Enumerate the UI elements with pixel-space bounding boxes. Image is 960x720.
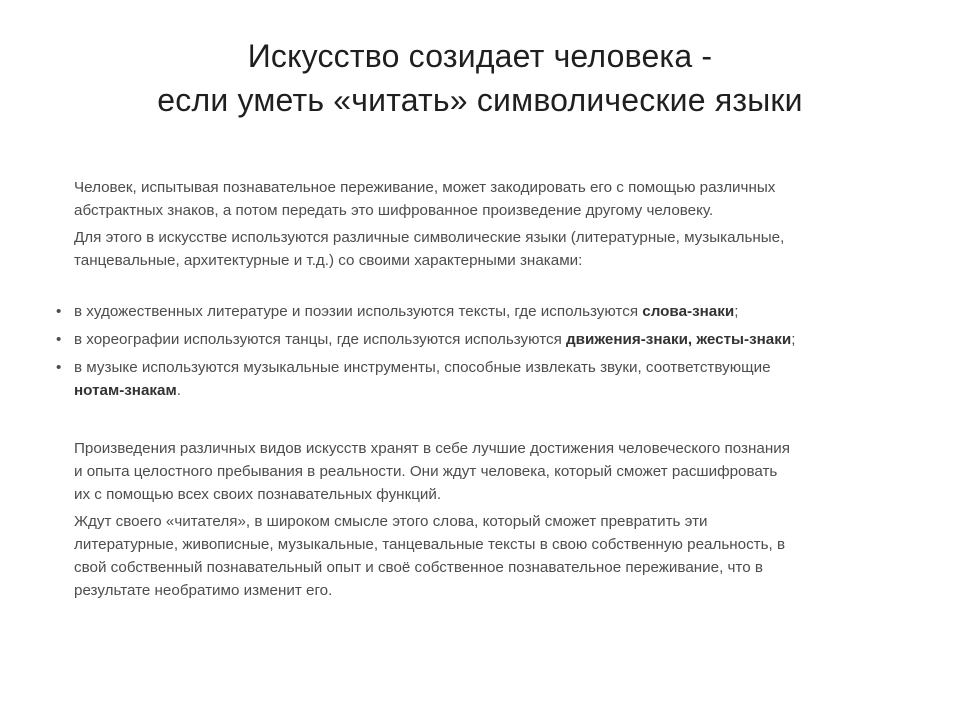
bullet-text: в хореографии используются танцы, где используются используются <box>74 331 567 348</box>
bullet-dot-icon: • <box>56 359 62 376</box>
text-line: их с помощью всех своих познавательных функций. <box>74 486 442 503</box>
bullet-list <box>56 300 906 402</box>
text-line: абстрактных знаков, а потом передать это шифрованное произведение другому человеку. <box>74 202 714 219</box>
text-line: литературные, живописные, музыкальные, танцевальные тексты в свою собственную реальность, в <box>74 536 786 553</box>
text-line: Ждут своего «читателя», в широком смысле этого слова, который сможет превратить эти <box>74 513 708 530</box>
bullet-bold-term: нотам-знакам <box>74 382 177 399</box>
text-line: результате необратимо изменит его. <box>74 582 333 599</box>
slide-body <box>56 176 906 606</box>
text-line: Для этого в искусстве используются различные символические языки (литературные, музыкальные, <box>74 229 785 246</box>
bullet-item-music <box>56 356 906 402</box>
outro-paragraph-1 <box>56 437 906 506</box>
bullet-dot-icon: • <box>56 331 62 348</box>
bullet-tail: ; <box>734 303 739 320</box>
bullet-tail: . <box>176 382 181 399</box>
slide-title <box>60 34 900 122</box>
bullet-bold-term: движения-знаки, жесты-знаки <box>566 331 792 348</box>
title-line-2: если уметь «читать» символические языки <box>157 82 803 118</box>
text-line: танцевальные, архитектурные и т.д.) со своими характерными знаками: <box>74 252 583 269</box>
title-line-1: Искусство созидает человека - <box>247 38 713 74</box>
text-line: Произведения различных видов искусств хранят в себе лучшие достижения человеческого познания <box>74 440 790 457</box>
bullet-bold-term: слова-знаки <box>642 303 735 320</box>
text-line: и опыта целостного пребывания в реальности. Они ждут человека, который сможет расшифровать <box>74 463 778 480</box>
intro-paragraph-2 <box>56 226 906 272</box>
bullet-text: в художественных литературе и поэзии используются тексты, где используются <box>74 303 643 320</box>
text-line: свой собственный познавательный опыт и своё собственное познавательное переживание, что в <box>74 559 763 576</box>
outro-paragraph-2 <box>56 510 906 602</box>
bullet-item-choreography <box>56 328 906 351</box>
bullet-dot-icon: • <box>56 303 62 320</box>
bullet-text: в музыке используются музыкальные инструменты, способные извлекать звуки, соответствующие <box>74 359 771 376</box>
bullet-tail: ; <box>791 331 796 348</box>
intro-paragraph-1 <box>56 176 906 222</box>
text-line: Человек, испытывая познавательное переживание, может закодировать его с помощью различных <box>74 179 776 196</box>
bullet-item-literature <box>56 300 906 323</box>
